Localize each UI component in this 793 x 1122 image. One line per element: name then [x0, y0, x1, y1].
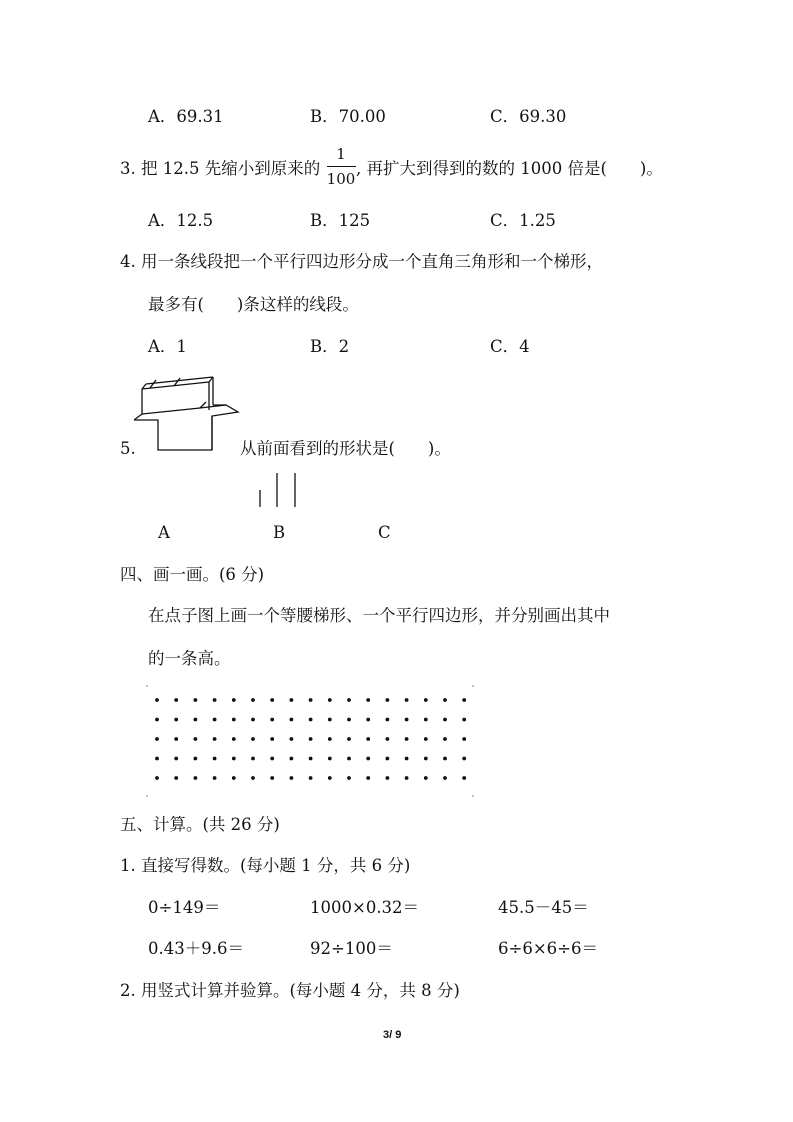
grid-dot [386, 776, 390, 780]
q5-option-shapes [250, 470, 310, 510]
grid-dot [251, 737, 255, 741]
grid-dot [270, 776, 274, 780]
q5-3d-figure [130, 372, 240, 454]
section4-instruction-line1: 在点子图上画一个等腰梯形、一个平行四边形，并分别画出其中 [148, 606, 610, 625]
grid-dot [270, 698, 274, 702]
grid-dot [366, 718, 370, 722]
grid-dot [386, 737, 390, 741]
grid-dot [366, 698, 370, 702]
grid-dot [386, 718, 390, 722]
grid-dot [424, 737, 428, 741]
grid-dot [443, 776, 447, 780]
grid-dot [290, 757, 294, 761]
q5-label-c: C [378, 523, 391, 542]
q3-fraction-bar [327, 166, 356, 167]
grid-dot [309, 776, 313, 780]
grid-dot [194, 737, 198, 741]
grid-dot [462, 737, 466, 741]
grid-dot [232, 698, 236, 702]
grid-dot [251, 718, 255, 722]
grid-corner-mark [472, 795, 474, 797]
grid-dot [270, 757, 274, 761]
q3-option-a: A．12.5 [148, 211, 214, 230]
calc-row2-item3: 6÷6×6÷6＝ [498, 939, 598, 958]
grid-dot [155, 757, 159, 761]
section5-q2-title: 2. 用竖式计算并验算。(每小题 4 分，共 8 分) [120, 981, 460, 1000]
q4-option-a: A．1 [148, 337, 187, 356]
grid-dot [251, 776, 255, 780]
dot-grid [145, 684, 477, 798]
grid-dot [155, 698, 159, 702]
grid-dot [347, 718, 351, 722]
q5-label-b: B [273, 523, 286, 542]
section4-instruction-line2: 的一条高。 [148, 649, 231, 668]
grid-dot [213, 718, 217, 722]
grid-dot [309, 757, 313, 761]
grid-dot [347, 757, 351, 761]
grid-dot [328, 718, 332, 722]
grid-dot [174, 698, 178, 702]
section5-title: 五、计算。(共 26 分) [120, 815, 280, 834]
grid-dot [424, 718, 428, 722]
calc-row1-item1: 0÷149＝ [148, 898, 221, 917]
q5-label-a: A [158, 523, 170, 542]
grid-dot [174, 737, 178, 741]
grid-dot [366, 776, 370, 780]
grid-dot [194, 718, 198, 722]
grid-dot [213, 737, 217, 741]
q3-fraction-numerator: 1 [336, 145, 346, 163]
grid-dot [328, 737, 332, 741]
grid-dot [155, 718, 159, 722]
grid-dot [290, 698, 294, 702]
grid-dot [309, 737, 313, 741]
q4-option-b: B．2 [310, 337, 350, 356]
q2-option-b: B．70.00 [310, 107, 386, 126]
grid-corner-mark [146, 795, 148, 797]
calc-row1-item3: 45.5－45＝ [498, 898, 589, 917]
grid-dot [194, 698, 198, 702]
q2-option-c: C．69.30 [490, 107, 567, 126]
grid-dot [366, 737, 370, 741]
grid-dot [174, 776, 178, 780]
q4-option-c: C．4 [490, 337, 530, 356]
grid-dot [443, 757, 447, 761]
grid-dot [232, 757, 236, 761]
grid-dot [155, 737, 159, 741]
grid-dot [232, 776, 236, 780]
q4-line2: 最多有( )条这样的线段。 [148, 295, 359, 314]
page-number: 3/ 9 [383, 1029, 402, 1041]
grid-dot [366, 757, 370, 761]
grid-dot [443, 718, 447, 722]
section4-title: 四、画一画。(6 分) [120, 565, 265, 584]
grid-dot [174, 757, 178, 761]
grid-dot [213, 757, 217, 761]
grid-dot [213, 698, 217, 702]
grid-dot [194, 776, 198, 780]
grid-dot [443, 698, 447, 702]
q3-prefix: 3. 把 12.5 先缩小到原来的 [120, 159, 321, 178]
grid-dot [424, 757, 428, 761]
grid-dot [462, 718, 466, 722]
grid-dot [328, 776, 332, 780]
grid-dot [462, 757, 466, 761]
grid-dot [347, 737, 351, 741]
grid-dot [443, 737, 447, 741]
grid-dot [424, 776, 428, 780]
section5-q1-title: 1. 直接写得数。(每小题 1 分，共 6 分) [120, 856, 411, 875]
grid-dot [270, 737, 274, 741]
grid-dot [232, 737, 236, 741]
grid-corner-mark [472, 685, 474, 687]
grid-dot [290, 718, 294, 722]
grid-dot [213, 776, 217, 780]
grid-dot [232, 718, 236, 722]
q3-option-b: B．125 [310, 211, 371, 230]
grid-dot [174, 718, 178, 722]
calc-row1-item2: 1000×0.32＝ [310, 898, 420, 917]
q3-option-c: C．1.25 [490, 211, 556, 230]
q4-line1: 4. 用一条线段把一个平行四边形分成一个直角三角形和一个梯形， [120, 252, 603, 271]
grid-dot [328, 757, 332, 761]
grid-dot [405, 776, 409, 780]
q5-text: 从前面看到的形状是( )。 [240, 439, 451, 458]
grid-dot [405, 718, 409, 722]
q3-fraction-denominator: 100 [326, 170, 356, 188]
q3-suffix: , 再扩大到得到的数的 1000 倍是( )。 [356, 159, 663, 178]
calc-row2-item2: 92÷100＝ [310, 939, 393, 958]
grid-dot [251, 757, 255, 761]
grid-dot [194, 757, 198, 761]
grid-dot [309, 698, 313, 702]
grid-dot [251, 698, 255, 702]
grid-dot [462, 776, 466, 780]
grid-dot [270, 718, 274, 722]
grid-dot [405, 698, 409, 702]
grid-dot [347, 698, 351, 702]
calc-row2-item1: 0.43＋9.6＝ [148, 939, 244, 958]
grid-dot [290, 737, 294, 741]
grid-dot [405, 737, 409, 741]
grid-dot [386, 698, 390, 702]
grid-dot [424, 698, 428, 702]
grid-dot [155, 776, 159, 780]
grid-dot [290, 776, 294, 780]
grid-dot [347, 776, 351, 780]
grid-corner-mark [146, 685, 148, 687]
grid-dot [309, 718, 313, 722]
grid-dot [328, 698, 332, 702]
q5-number: 5. [120, 439, 136, 458]
grid-dot [405, 757, 409, 761]
q2-option-a: A．69.31 [148, 107, 224, 126]
grid-dot [386, 757, 390, 761]
grid-dot [462, 698, 466, 702]
